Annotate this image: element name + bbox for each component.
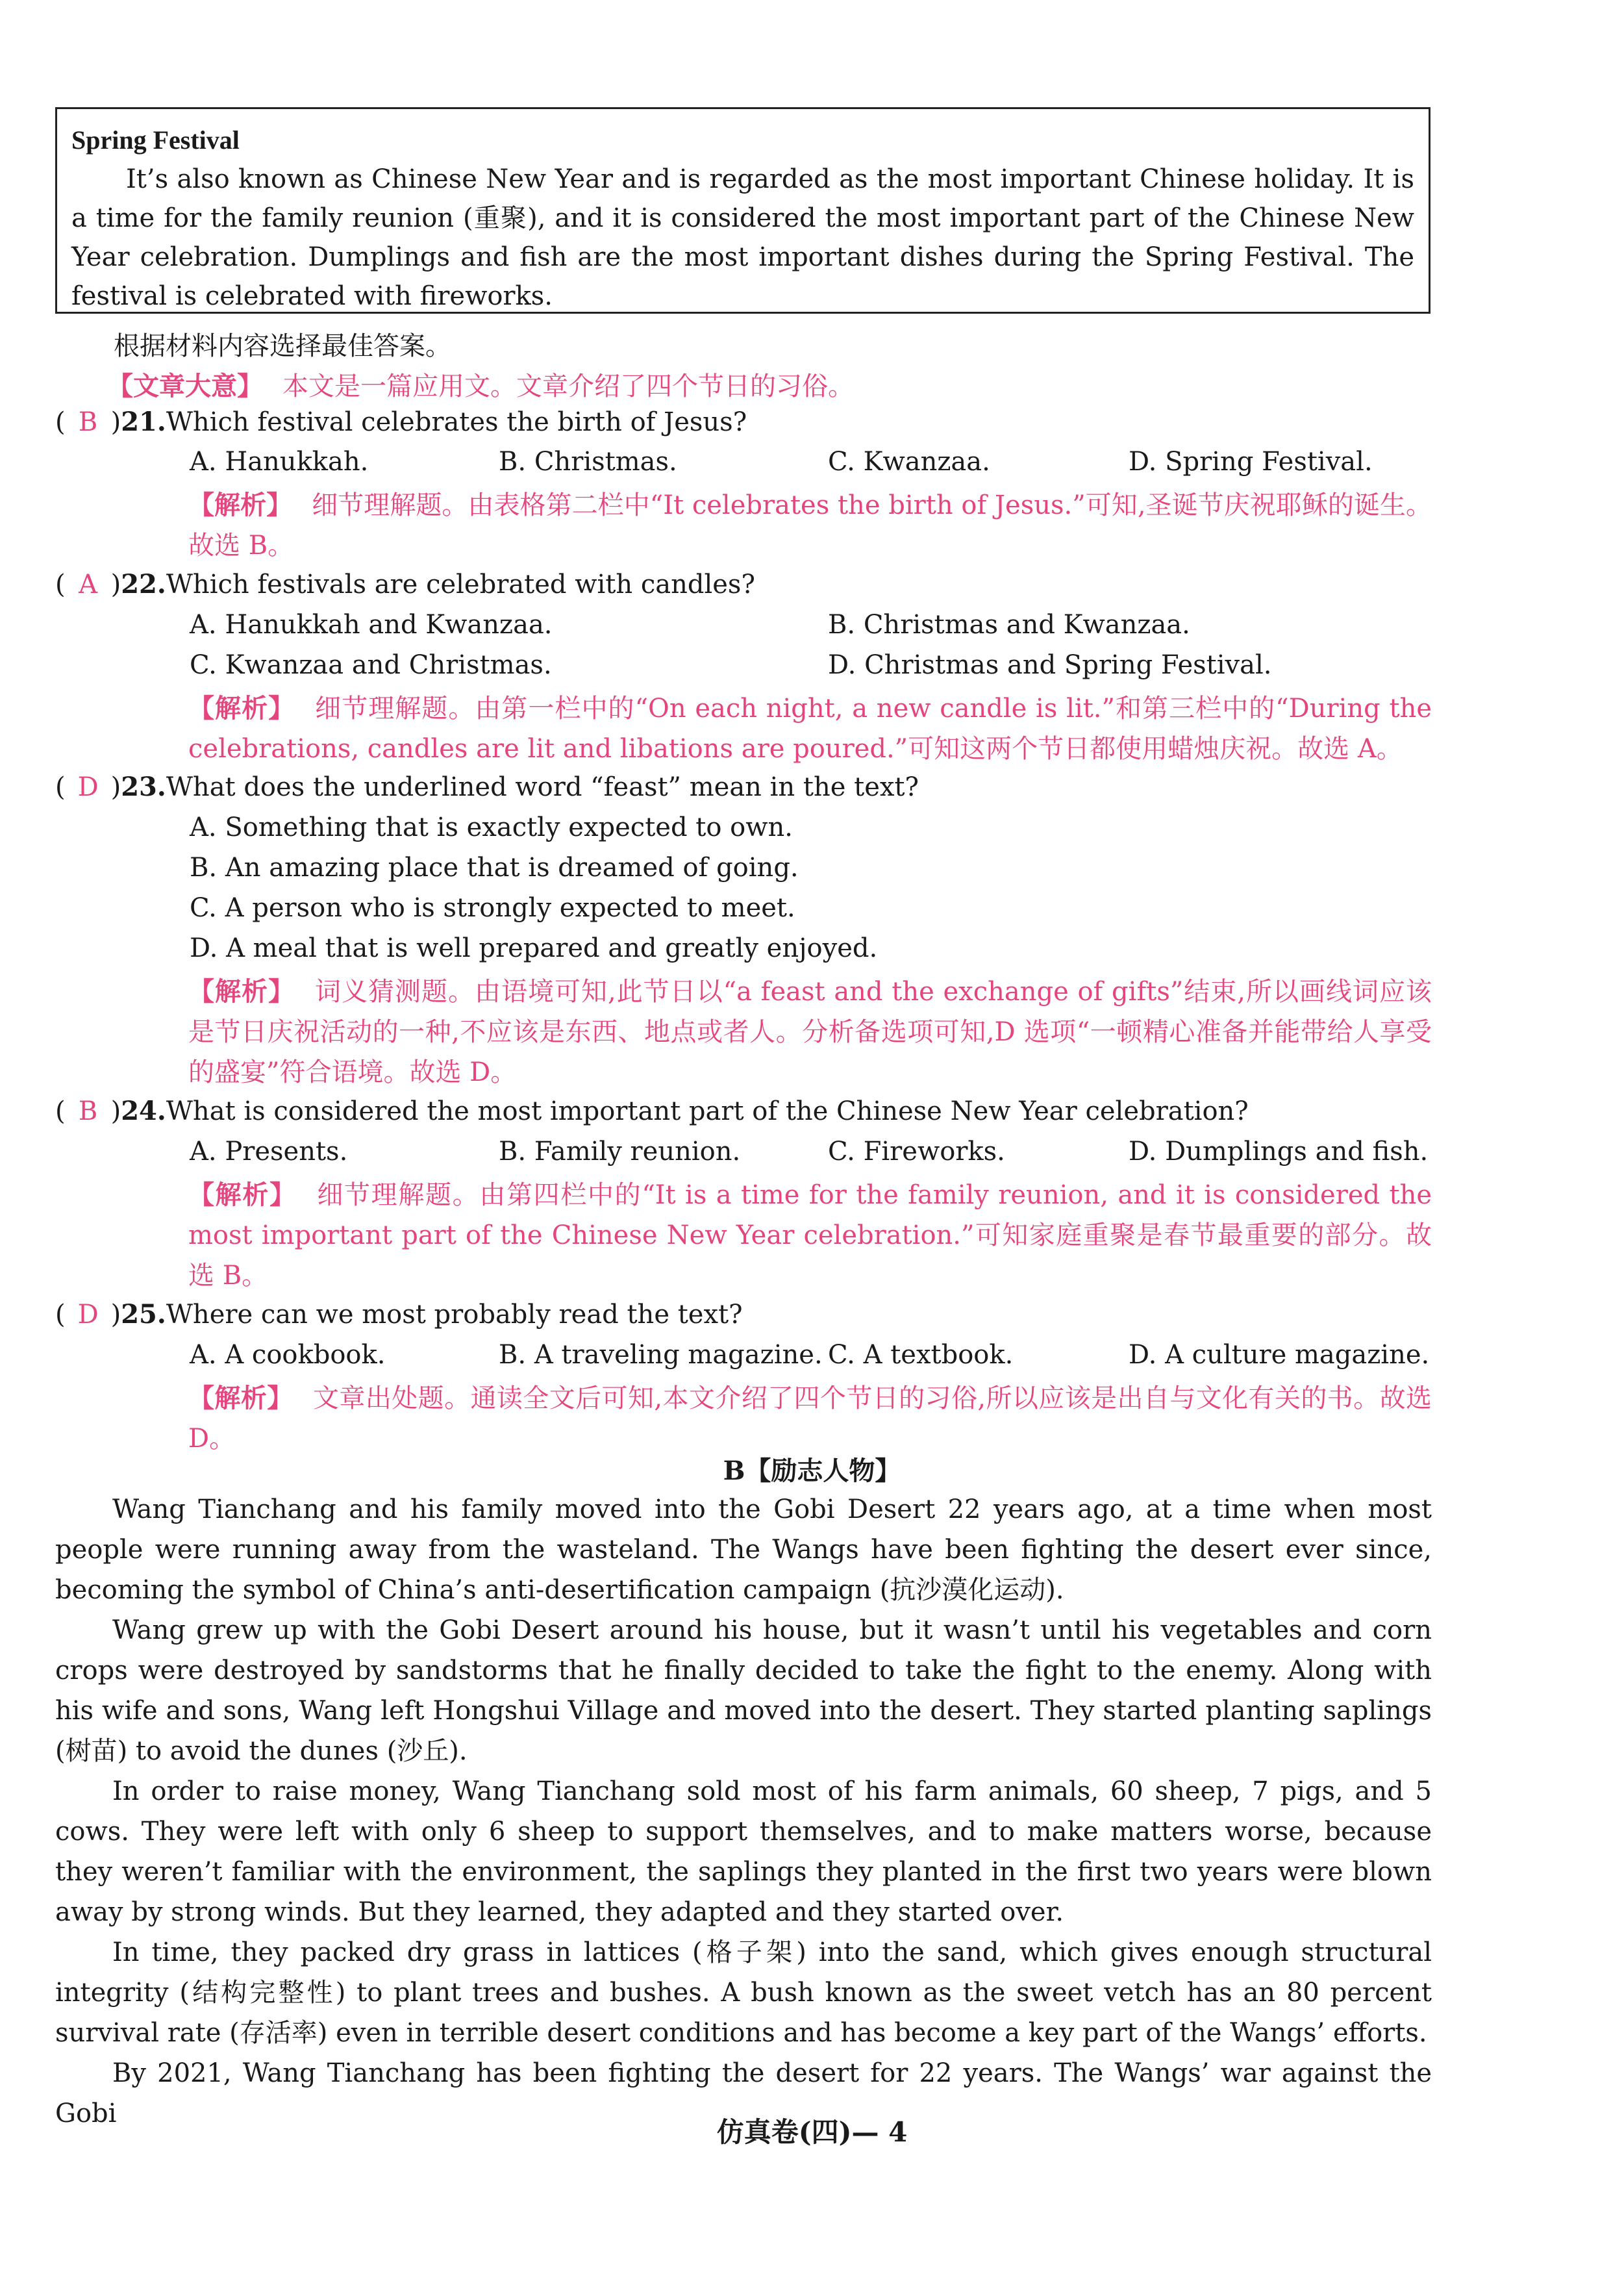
explanation-22: 【解析】 细节理解题。由第一栏中的“On each night, a new candle is lit.”和第三栏中的“During the celebrations, candles are lit and libations are poured.”可知这两个节日都使用蜡烛庆祝。故选 A。 [188, 693, 1432, 764]
answer: B [78, 407, 98, 437]
paragraph: Wang grew up with the Gobi Desert around his house, but it wasn’t until his vegetables and corn crops were destroyed by sandstorms that he finally decided to take the fight to the enemy. Along with his wife and sons, Wang left Hongshui Village and moved into the desert. They started planting saplings (树苗) to avoid the dunes (沙丘). [55, 1615, 1432, 1766]
question-stem: Which festivals are celebrated with candles? [166, 570, 755, 600]
option-d: D. A meal that is well prepared and greatly enjoyed. [190, 933, 878, 963]
question-number: 24. [121, 1096, 166, 1126]
explanation-21: 【解析】 细节理解题。由表格第二栏中“It celebrates the birth of Jesus.”可知,圣诞节庆祝耶稣的诞生。故选 B。 [188, 490, 1432, 561]
explanation-25: 【解析】 文章出处题。通读全文后可知,本文介绍了四个节日的习俗,所以应该是出自与文化有关的书。故选 D。 [188, 1383, 1432, 1454]
option-a: A. Hanukkah and Kwanzaa. [190, 610, 553, 640]
passage-box [55, 107, 1430, 314]
option-c: C. A textbook. [828, 1340, 1014, 1370]
paragraph: By 2021, Wang Tianchang has been fighting the desert for 22 years. The Wangs’ war against the Gobi [55, 2058, 1432, 2128]
question-25: ( D )25.Where can we most probably read the text? [55, 1299, 743, 1330]
option-a: A. Something that is exactly expected to own. [190, 813, 793, 842]
option-c: C. A person who is strongly expected to meet. [190, 893, 795, 923]
question-22: ( A )22.Which festivals are celebrated with candles? [55, 569, 755, 600]
answer: B [78, 1096, 98, 1126]
summary-text: 本文是一篇应用文。文章介绍了四个节日的习俗。 [282, 372, 854, 401]
option-a: A. Presents. [190, 1137, 348, 1167]
paragraph: In order to raise money, Wang Tianchang sold most of his farm animals, 60 sheep, 7 pigs, and 5 cows. They were left with only 6 sheep to support themselves, and to make matters worse, because they weren’t familiar with the environment, the saplings they planted in the first two years were blown away by strong winds. But they learned, they adapted and they started over. [55, 1776, 1432, 1927]
question-stem: Where can we most probably read the text? [166, 1300, 743, 1330]
option-b: B. Christmas. [499, 447, 677, 477]
option-d: D. Spring Festival. [1129, 447, 1373, 477]
question-23: ( D )23.What does the underlined word “feast” mean in the text? [55, 772, 919, 802]
question-number: 22. [121, 569, 166, 600]
paragraph: Wang Tianchang and his family moved into the Gobi Desert 22 years ago, at a time when most people were running away from the wasteland. The Wangs have been fighting the desert ever since, becoming the symbol of China’s anti-desertification campaign (抗沙漠化运动). [55, 1495, 1432, 1605]
question-21: ( B )21.Which festival celebrates the birth of Jesus? [55, 407, 747, 437]
question-number: 21. [121, 407, 166, 437]
instruction: 根据材料内容选择最佳答案。 [114, 331, 451, 361]
paragraph: In time, they packed dry grass in lattices (格子架) into the sand, which gives enough structural integrity (结构完整性) to plant trees and bushes. A bush known as the sweet vetch has an 80 percent survival rate (存活率) even in terrible desert conditions and has become a key part of the Wangs’ efforts. [55, 1938, 1432, 2048]
box-title: Spring Festival [71, 125, 240, 155]
option-c: C. Kwanzaa and Christmas. [190, 650, 552, 680]
section-b-title: B【励志人物】 [723, 1456, 901, 1486]
option-a: A. Hanukkah. [190, 447, 369, 477]
option-b: B. Christmas and Kwanzaa. [828, 610, 1190, 640]
answer: A [79, 570, 98, 600]
question-stem: What does the underlined word “feast” mean in the text? [166, 772, 919, 802]
option-b: B. An amazing place that is dreamed of going. [190, 853, 799, 883]
question-stem: Which festival celebrates the birth of Jesus? [166, 407, 747, 437]
option-d: D. Dumplings and fish. [1129, 1137, 1429, 1167]
explanation-23: 【解析】 词义猜测题。由语境可知,此节日以“a feast and the exchange of gifts”结束,所以画线词应该是节日庆祝活动的一种,不应该是东西、地点或者人。分析备选项可知,D 选项“一顿精心准备并能带给人享受的盛宴”符合语境。故选 D。 [188, 976, 1432, 1087]
option-d: D. A culture magazine. [1129, 1340, 1430, 1370]
option-c: C. Fireworks. [828, 1137, 1005, 1167]
answer: D [77, 772, 99, 802]
section-b-text [55, 1489, 1432, 2134]
page-footer: 仿真卷(四)— 4 [716, 2116, 908, 2148]
option-b: B. Family reunion. [499, 1137, 741, 1167]
option-d: D. Christmas and Spring Festival. [828, 650, 1272, 680]
box-text: It’s also known as Chinese New Year and is regarded as the most important Chinese holiday. It is a time for the family reunion (重聚), and it is considered the most important part of the Chinese New Year celebration. Dumplings and fish are the most important dishes during the Spring Festival. The festival is celebrated with fireworks. [71, 164, 1414, 311]
question-number: 23. [121, 772, 166, 802]
question-24: ( B )24.What is considered the most important part of the Chinese New Year celebration? [55, 1096, 1249, 1126]
option-c: C. Kwanzaa. [828, 447, 990, 477]
explanation-24: 【解析】 细节理解题。由第四栏中的“It is a time for the family reunion, and it is considered the most important part of the Chinese New Year celebration.”可知家庭重聚是春节最重要的部分。故选 B。 [188, 1180, 1432, 1291]
answer: D [77, 1300, 99, 1330]
question-number: 25. [121, 1299, 166, 1330]
summary-tag: 【文章大意】 [107, 371, 263, 401]
option-b: B. A traveling magazine. [499, 1340, 823, 1370]
option-a: A. A cookbook. [190, 1340, 386, 1370]
question-stem: What is considered the most important part of the Chinese New Year celebration? [166, 1096, 1249, 1126]
summary [107, 366, 854, 407]
